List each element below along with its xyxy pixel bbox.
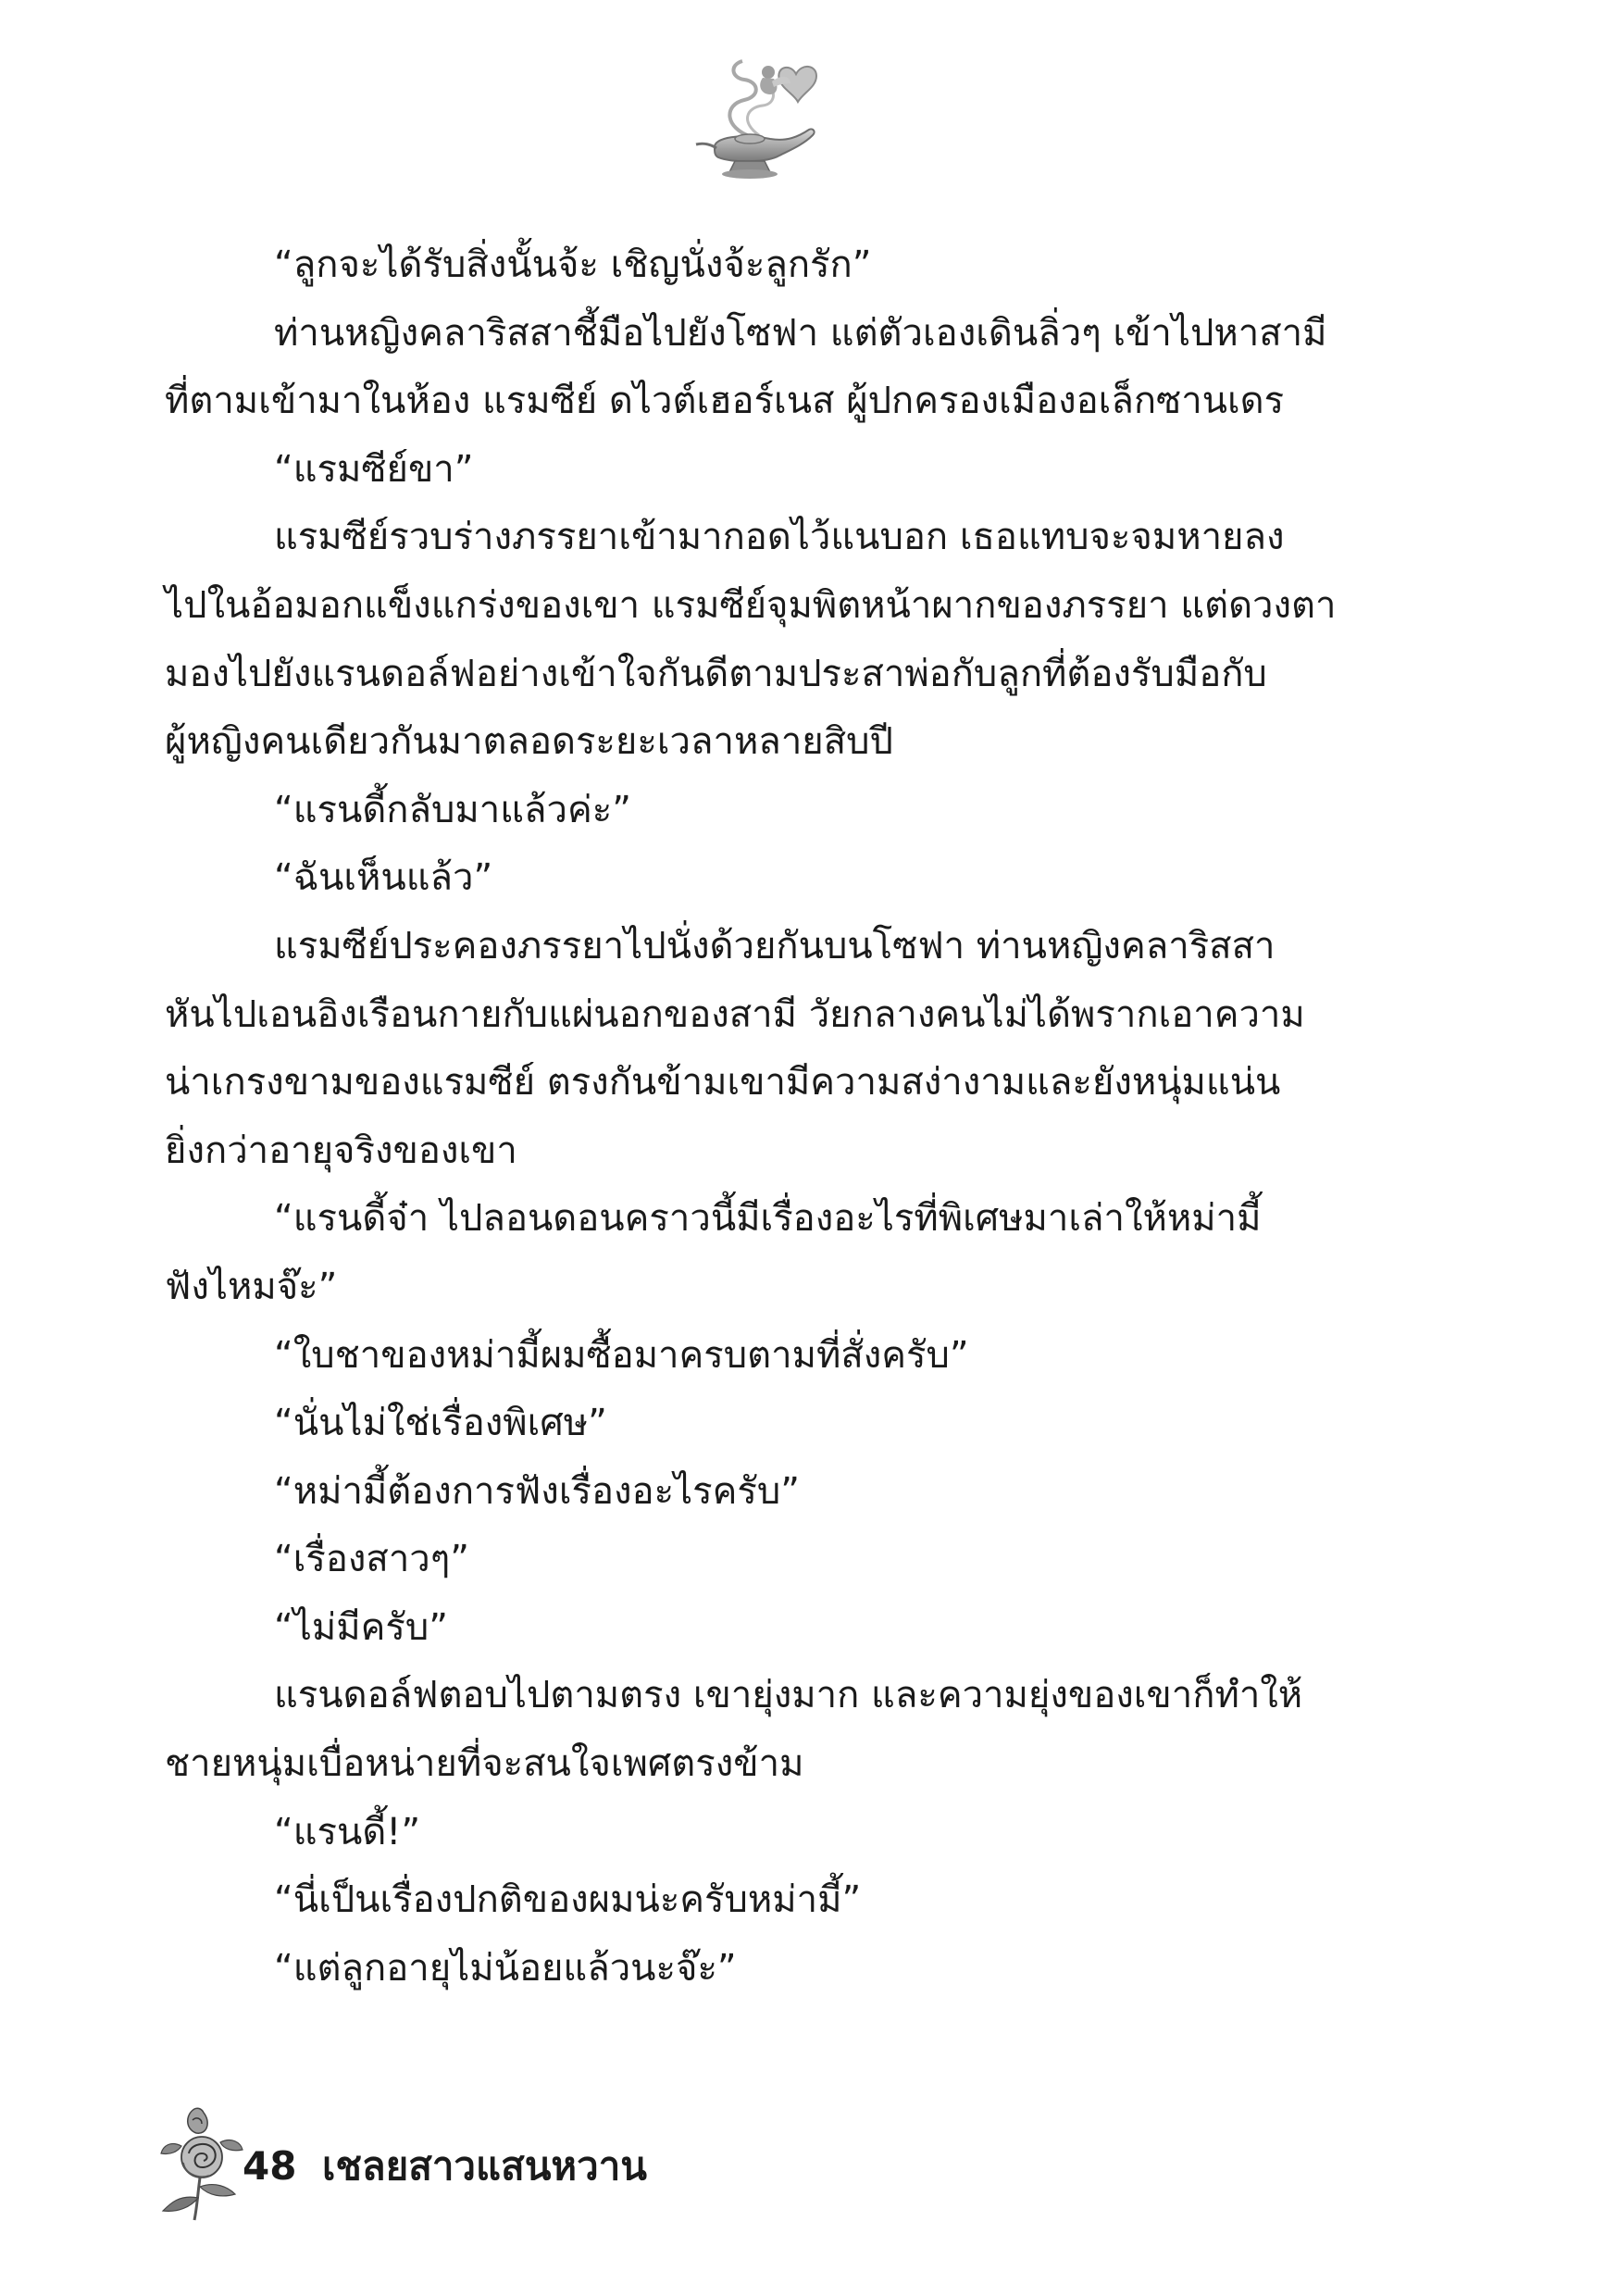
- text-line: แรนดอล์ฟตอบไปตามตรง เขายุ่งมาก และความยุ่งของเขาก็ทำให้: [274, 1674, 1303, 1717]
- page-footer: [157, 2102, 805, 2222]
- rose-ornament-icon: [157, 2102, 245, 2222]
- text-line: “ลูกจะได้รับสิ่งนั้นจ้ะ เชิญนั่งจ้ะลูกรัก”: [274, 243, 872, 286]
- text-line: หันไปเอนอิงเรือนกายกับแผ่นอกของสามี วัยกลางคนไม่ได้พรากเอาความ: [165, 992, 1305, 1036]
- text-line: ชายหนุ่มเบื่อหน่ายที่จะสนใจเพศตรงข้าม: [165, 1742, 804, 1786]
- text-line: แรมซีย์รวบร่างภรรยาเข้ามากอดไว้แนบอก เธอแทบจะจมหายลง: [274, 516, 1285, 559]
- text-line: “แรมซีย์ขา”: [274, 447, 474, 491]
- text-line: “แรนดี้กลับมาแล้วค่ะ”: [274, 788, 631, 831]
- text-line: ยิ่งกว่าอายุจริงของเขา: [165, 1129, 517, 1172]
- text-line: มองไปยังแรนดอล์ฟอย่างเข้าใจกันดีตามประสาพ่อกับลูกที่ต้องรับมือกับ: [165, 652, 1267, 695]
- text-line: ท่านหญิงคลาริสสาชี้มือไปยังโซฟา แต่ตัวเองเดินลิ่วๆ เข้าไปหาสามี: [274, 311, 1327, 355]
- text-line: น่าเกรงขามของแรมซีย์ ตรงกันข้ามเขามีความสง่างามและยังหนุ่มแน่น: [165, 1061, 1281, 1104]
- text-line: “แรนดี้!”: [274, 1810, 421, 1853]
- text-line: “แต่ลูกอายุไม่น้อยแล้วนะจ๊ะ”: [274, 1946, 737, 1990]
- page-number: 48: [243, 2143, 297, 2189]
- text-line: “ฉันเห็นแล้ว”: [274, 856, 493, 900]
- text-line: แรมซีย์ประคองภรรยาไปนั่งด้วยกันบนโซฟา ท่านหญิงคลาริสสา: [274, 924, 1276, 967]
- text-line: “แรนดี้จ๋า ไปลอนดอนคราวนี้มีเรื่องอะไรที่พิเศษมาเล่าให้หม่ามี้: [274, 1197, 1262, 1241]
- text-line: ผู้หญิงคนเดียวกันมาตลอดระยะเวลาหลายสิบปี: [165, 720, 893, 764]
- body-text: [165, 231, 1350, 2003]
- text-line: “เรื่องสาวๆ”: [274, 1538, 469, 1581]
- book-title: เชลยสาวแสนหวาน: [322, 2143, 647, 2189]
- text-line: “หม่ามี้ต้องการฟังเรื่องอะไรครับ”: [274, 1469, 801, 1513]
- text-line: ที่ตามเข้ามาในห้อง แรมซีย์ ดไวต์เฮอร์เนส ผู้ปกครองเมืองอเล็กซานเดร: [165, 380, 1285, 423]
- text-line: ฟังไหมจ๊ะ”: [165, 1265, 338, 1308]
- text-line: ไปในอ้อมอกแข็งแกร่งของเขา แรมซีย์จุมพิตหน้าผากของภรรยา แต่ดวงตา: [165, 583, 1337, 627]
- text-line: “นี่เป็นเรื่องปกติของผมน่ะครับหม่ามี้”: [274, 1878, 862, 1922]
- text-line: “ใบชาของหม่ามี้ผมซื้อมาครบตามที่สั่งครับ”: [274, 1333, 969, 1377]
- text-line: “ไม่มีครับ”: [274, 1605, 448, 1649]
- text-line: “นั่นไม่ใช่เรื่องพิเศษ”: [274, 1402, 607, 1445]
- genie-lamp-ornament-icon: [687, 54, 826, 183]
